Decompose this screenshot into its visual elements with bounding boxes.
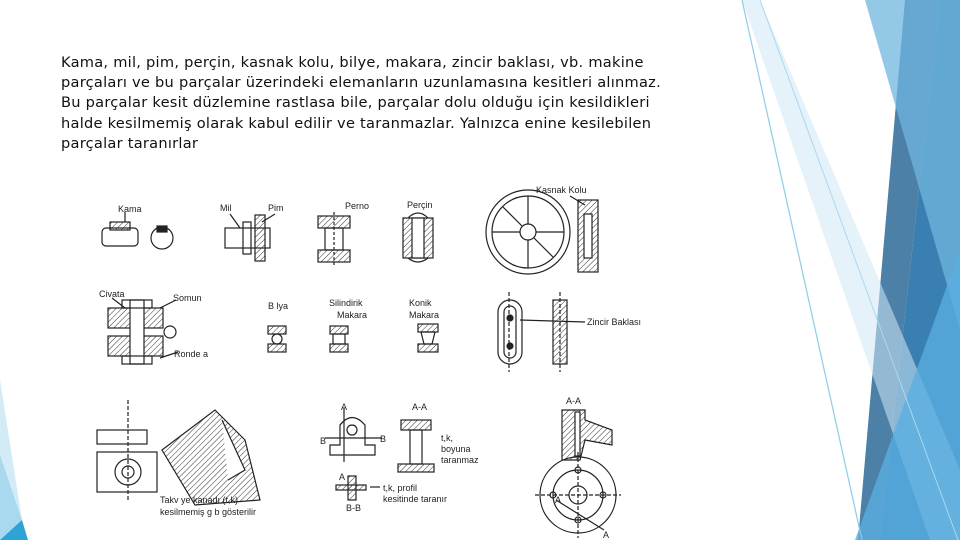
takviye-drawing	[97, 400, 260, 505]
bilya-drawing	[268, 326, 286, 352]
label-zincir: Zincir Baklası	[587, 317, 642, 327]
label-silindirik-1: Silindirik	[329, 298, 363, 308]
paragraph-line: parçalar taranırlar	[61, 134, 199, 152]
label-tk-boyuna-1: t,k,	[441, 433, 454, 443]
label-percin: Perçin	[407, 200, 433, 210]
label-a-right-left: A	[555, 495, 562, 505]
label-tk-boyuna-2: boyuna	[441, 444, 471, 454]
silindirik-makara-drawing	[330, 326, 348, 352]
label-tk-profil-1: t,k, profil	[383, 483, 418, 493]
paragraph-line: Bu parçalar kesit düzlemine rastlasa bile, parçalar dolu olduğu için kesildikleri	[61, 94, 650, 112]
label-a-top: A	[341, 402, 348, 412]
label-kama: Kama	[118, 204, 142, 214]
label-b-right: B	[380, 434, 387, 444]
percin-drawing	[403, 213, 433, 262]
civata-drawing	[108, 298, 178, 364]
zincir-drawing	[498, 292, 585, 372]
label-tk-profil-2: kesitinde taranır	[383, 494, 448, 504]
konik-makara-drawing	[418, 324, 438, 352]
label-a-a-right: A-A	[566, 396, 582, 406]
label-mil: Mil	[220, 203, 232, 213]
label-kasnak-kolu: Kasnak Kolu	[536, 185, 587, 195]
label-konik-2: Makara	[409, 310, 440, 320]
wheel-section-drawing	[535, 410, 621, 538]
section-a-a-drawing	[325, 408, 434, 500]
kama-drawing	[102, 212, 173, 249]
perno-drawing	[318, 212, 350, 266]
label-takviye-1: Takv ye kanadı (t,k)	[160, 495, 239, 505]
label-pim: Pim	[268, 203, 284, 213]
kasnak-drawing	[486, 190, 598, 274]
paragraph-line: halde kesilmemiş olarak kabul edilir ve taranmazlar. Yalnızca enine kesilebilen	[61, 114, 652, 132]
label-b-left: B	[320, 436, 327, 446]
label-silindirik-2: Makara	[337, 310, 368, 320]
label-a-bottom: A	[339, 472, 346, 482]
paragraph-line: Kama, mil, pim, perçin, kasnak kolu, bilye, makara, zincir baklası, vb. makine	[61, 54, 644, 71]
label-civata: Civata	[99, 289, 125, 299]
label-a-a: A-A	[412, 402, 428, 412]
label-tk-boyuna-3: taranmaz	[441, 455, 479, 465]
label-somun: Somun	[173, 293, 202, 303]
label-takviye-2: kesilmemiş g b gösterilir	[160, 507, 257, 517]
label-rondela: Ronde a	[174, 349, 209, 359]
label-konik-1: Konik	[409, 298, 432, 308]
label-perno: Perno	[345, 201, 370, 211]
label-b-b: B-B	[346, 503, 362, 513]
mil-pim-drawing	[225, 214, 275, 261]
label-bilya: B lya	[268, 301, 289, 311]
label-a-right-bottom: A	[603, 530, 610, 540]
paragraph-line: parçaları ve bu parçalar üzerindeki elemanların uzunlamasına kesitleri alınmaz.	[61, 74, 661, 92]
